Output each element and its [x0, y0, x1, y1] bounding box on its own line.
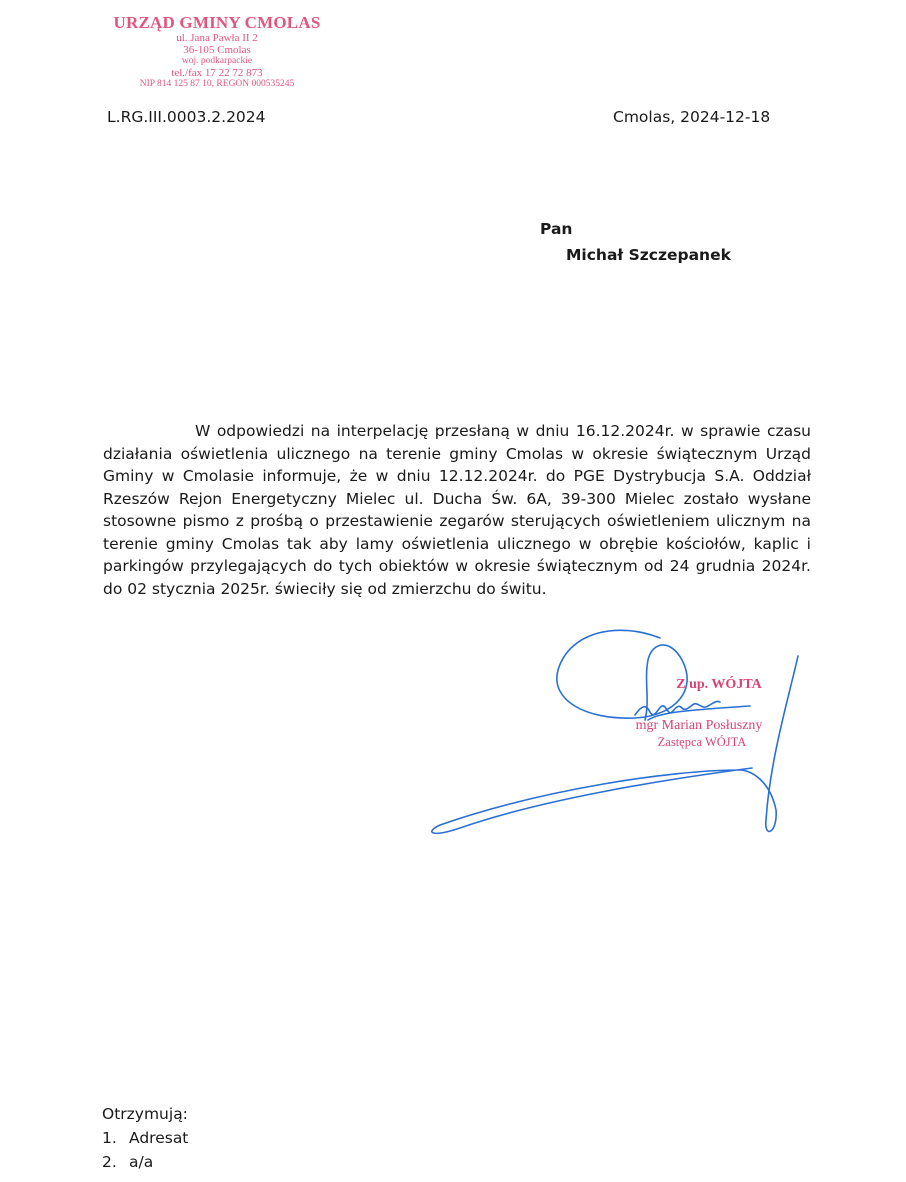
recipients-list	[102, 1126, 188, 1174]
list-item-number: 2.	[102, 1153, 117, 1171]
recipient-title: Pan	[540, 220, 573, 238]
stamp-phone: tel./fax 17 22 72 873	[171, 66, 263, 79]
stamp-region: woj. podkarpackie	[181, 56, 253, 67]
list-item-label: Adresat	[129, 1129, 189, 1147]
recipients-section	[102, 1102, 188, 1174]
stamp-street: ul. Jana Pawła II 2	[176, 32, 258, 44]
stamp-postal: 36-105 Cmolas	[183, 43, 251, 56]
list-item-label: a/a	[129, 1153, 154, 1171]
signatory-name: mgr Marian Posłuszny	[635, 718, 763, 733]
document-reference: L.RG.III.0003.2.2024	[107, 108, 266, 126]
list-item	[102, 1126, 188, 1150]
recipient-name: Michał Szczepanek	[566, 246, 731, 264]
stamp-ids: NIP 814 125 87 10, REGON 000535245	[139, 79, 295, 90]
place-date: Cmolas, 2024-12-18	[613, 108, 771, 126]
signatory-stamp	[614, 678, 784, 749]
office-stamp	[112, 14, 322, 91]
recipients-heading: Otrzymują:	[102, 1105, 188, 1123]
signatory-authorization: Z up. WÓJTA	[676, 677, 762, 692]
letter-paragraph: W odpowiedzi na interpelację przesłaną w dniu 16.12.2024r. w sprawie czasu działania oświetlenia ulicznego na terenie gminy Cmolas w okresie świątecznym Urząd Gminy w Cmolasie informuje, że w dniu 12.12.2024r. do PGE Dystrybucja S.A. Oddział Rzeszów Rejon Energetyczny Mielec ul. Ducha Św. 6A, 39-300 Mielec zostało wysłane stosowne pismo z prośbą o przestawienie zegarów sterujących oświetleniem ulicznym na terenie gminy Cmolas tak aby lamy oświetlenia ulicznego w obrębie kościołów, kaplic i parkingów przylegających do tych obiektów w okresie świątecznym od 24 grudnia 2024r. do 02 stycznia 2025r. świeciły się od zmierzchu do świtu.	[103, 422, 811, 598]
list-item-number: 1.	[102, 1129, 117, 1147]
letter-body	[103, 420, 811, 600]
signatory-role: Zastępca WÓJTA	[657, 735, 747, 749]
list-item	[102, 1150, 188, 1174]
stamp-office-name: URZĄD GMINY CMOLAS	[113, 13, 321, 32]
